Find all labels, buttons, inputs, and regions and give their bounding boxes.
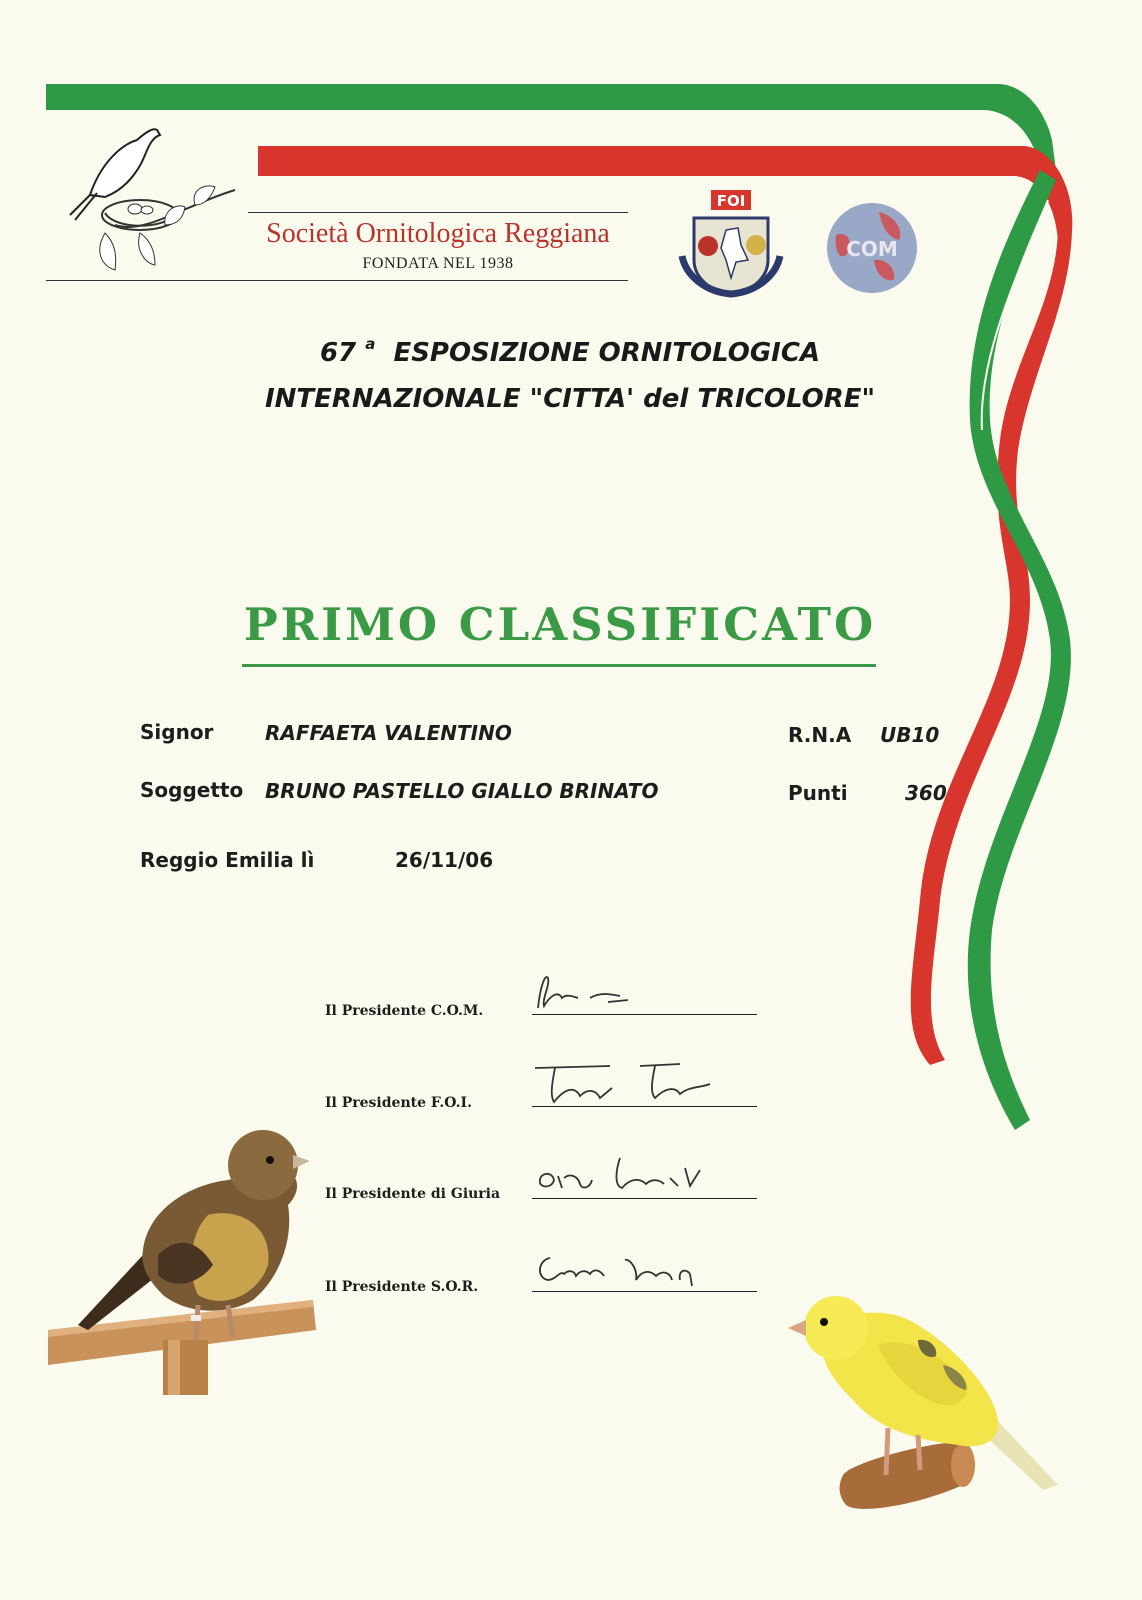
society-logo-bird-icon <box>45 115 245 275</box>
signature-label-sor: Il Presidente S.O.R. <box>325 1279 479 1295</box>
signor-label: Signor <box>140 720 214 744</box>
society-rule-bottom <box>46 280 628 281</box>
signature-sor <box>530 1240 760 1290</box>
society-founded: FONDATA NEL 1938 <box>362 255 514 272</box>
rna-label: R.N.A <box>788 723 852 747</box>
signature-line-foi <box>532 1106 757 1107</box>
signature-line-giuria <box>532 1198 757 1199</box>
signor-value: RAFFAETA VALENTINO <box>265 721 512 745</box>
rna-value: UB10 <box>880 723 940 747</box>
signature-line-com <box>532 1014 757 1015</box>
soggetto-value: BRUNO PASTELLO GIALLO BRINATO <box>265 779 659 803</box>
signature-label-giuria: Il Presidente di Giuria <box>325 1186 501 1202</box>
society-rule-top <box>248 212 628 213</box>
exhibition-title-line2: INTERNAZIONALE "CITTA' del TRICOLORE" <box>264 384 876 414</box>
signature-giuria <box>530 1148 760 1198</box>
com-logo <box>824 200 920 296</box>
signature-label-foi: Il Presidente F.O.I. <box>325 1095 472 1111</box>
foi-logo-text: FOI <box>716 192 746 210</box>
com-logo-text: COM <box>846 237 898 261</box>
punti-value: 360 <box>905 781 947 805</box>
place-label: Reggio Emilia lì <box>140 848 315 872</box>
award-underline <box>242 664 876 667</box>
signature-foi <box>530 1058 760 1108</box>
exhibition-title-line1: 67 $^a$ ESPOSIZIONE ORNITOLOGICA <box>319 335 821 368</box>
signature-label-com: Il Presidente C.O.M. <box>325 1003 484 1019</box>
society-name: Società Ornitologica Reggiana <box>266 218 610 249</box>
signature-line-sor <box>532 1291 757 1292</box>
foi-logo <box>676 190 786 300</box>
date-value: 26/11/06 <box>395 848 494 872</box>
signature-com <box>530 968 760 1018</box>
punti-label: Punti <box>788 781 848 805</box>
award-title: PRIMO CLASSIFICATO <box>243 598 877 651</box>
yellow-canary-image <box>768 1280 1068 1515</box>
soggetto-label: Soggetto <box>140 778 244 802</box>
brown-canary-image <box>48 1115 318 1395</box>
